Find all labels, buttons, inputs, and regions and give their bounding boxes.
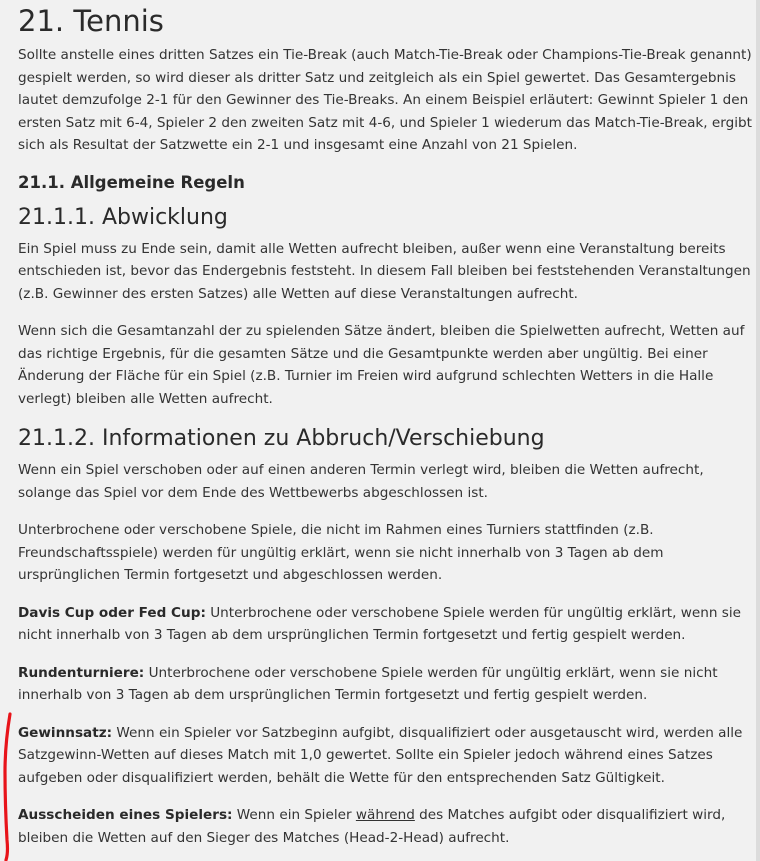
- player-retirement-text-after: des Matches aufgibt oder disqualifiziert wird, bleiben die Wetten auf den Sieger des Matches (Head-2-Head) aufrecht.: [18, 807, 726, 846]
- round-robin-rule: [18, 662, 753, 707]
- davis-cup-label: Davis Cup oder Fed Cup:: [18, 604, 206, 621]
- davis-cup-rule: [18, 602, 753, 647]
- round-robin-text: Unterbrochene oder verschobene Spiele werden für ungültig erklärt, wenn sie nicht innerhalb von 3 Tagen ab dem ursprünglichen Termin fortgesetzt und fertig gespielt werden.: [18, 664, 718, 703]
- abort-paragraph-1: Wenn ein Spiel verschoben oder auf einen anderen Termin verlegt wird, bleiben die Wetten aufrecht, solange das Spiel vor dem Ende des Wettbewerbs abgeschlossen ist.: [18, 462, 704, 501]
- document-content: [18, 4, 753, 857]
- player-retirement-rule: [18, 804, 753, 849]
- set-winner-text: Wenn ein Spieler vor Satzbeginn aufgibt, disqualifiziert oder ausgetauscht wird, werden alle Satzgewinn-Wetten auf dieses Match mit 1,0 gewertet. Sollte ein Spieler jedoch während eines Satzes aufgeben oder disqualifiziert werden, behält die Wette für den entsprechenden Satz Gültigkeit.: [18, 724, 743, 786]
- settlement-paragraph-1: Ein Spiel muss zu Ende sein, damit alle Wetten aufrecht bleiben, außer wenn eine Veranstaltung bereits entschieden ist, bevor das Endergebnis feststeht. In diesem Fall bleiben bei feststehenden Veranstaltungen (z.B. Gewinner des ersten Satzes) alle Wetten auf diese Veranstaltungen aufrecht.: [18, 240, 751, 302]
- davis-cup-text: Unterbrochene oder verschobene Spiele werden für ungültig erklärt, wenn sie nicht innerhalb von 3 Tagen ab dem ursprünglichen Termin fortgesetzt und fertig gespielt werden.: [18, 604, 742, 643]
- red-annotation-mark: [0, 712, 14, 861]
- player-retirement-text-before: Wenn ein Spieler: [232, 807, 356, 823]
- intro-paragraph: Sollte anstelle eines dritten Satzes ein Tie-Break (auch Match-Tie-Break oder Champions-Tie-Break genannt) gespielt werden, so wird dieser als dritter Satz und zeitgleich als ein Spiel gewertet. Das Gesamtergebnis lautet demzufolge 2-1 für den Gewinner des Tie-Breaks. An einem Beispiel erläutert: Gewinnt Spieler 1 den ersten Satz mit 6-4, Spieler 2 den zweiten Satz mit 4-6, und Spieler 1 wiederum das Match-Tie-Break, ergibt sich als Resultat der Satzwette ein 2-1 und insgesamt eine Anzahl von 21 Spielen.: [18, 47, 753, 153]
- section-heading-settlement: 21.1.1. Abwicklung: [18, 204, 228, 230]
- settlement-paragraph-2: Wenn sich die Gesamtanzahl der zu spielenden Sätze ändert, bleiben die Spielwetten aufrecht, Wetten auf das richtige Ergebnis, für die gesamten Sätze und die Gesamtpunkte werden aber ungültig. Bei einer Änderung der Fläche für ein Spiel (z.B. Turnier im Freien wird aufgrund schlechten Wetters in die Halle verlegt) bleiben alle Wetten aufrecht.: [18, 323, 745, 407]
- underlined-word: während: [355, 807, 415, 823]
- page-title: 21. Tennis: [18, 4, 164, 38]
- abort-paragraph-2: Unterbrochene oder verschobene Spiele, die nicht im Rahmen eines Turniers stattfinden (z.B. Freundschaftsspiele) werden für ungültig erklärt, wenn sie nicht innerhalb von 3 Tagen ab dem ursprünglichen Termin fortgesetzt und abgeschlossen werden.: [18, 522, 664, 583]
- set-winner-label: Gewinnsatz:: [18, 724, 113, 741]
- player-retirement-label: Ausscheiden eines Spielers:: [18, 807, 233, 823]
- section-heading-general-rules: 21.1. Allgemeine Regeln: [18, 172, 245, 192]
- section-heading-abort-postpone: 21.1.2. Informationen zu Abbruch/Verschiebung: [18, 426, 545, 451]
- set-winner-rule: [18, 722, 753, 790]
- red-annotation-stroke: [5, 714, 10, 860]
- round-robin-label: Rundenturniere:: [18, 664, 145, 681]
